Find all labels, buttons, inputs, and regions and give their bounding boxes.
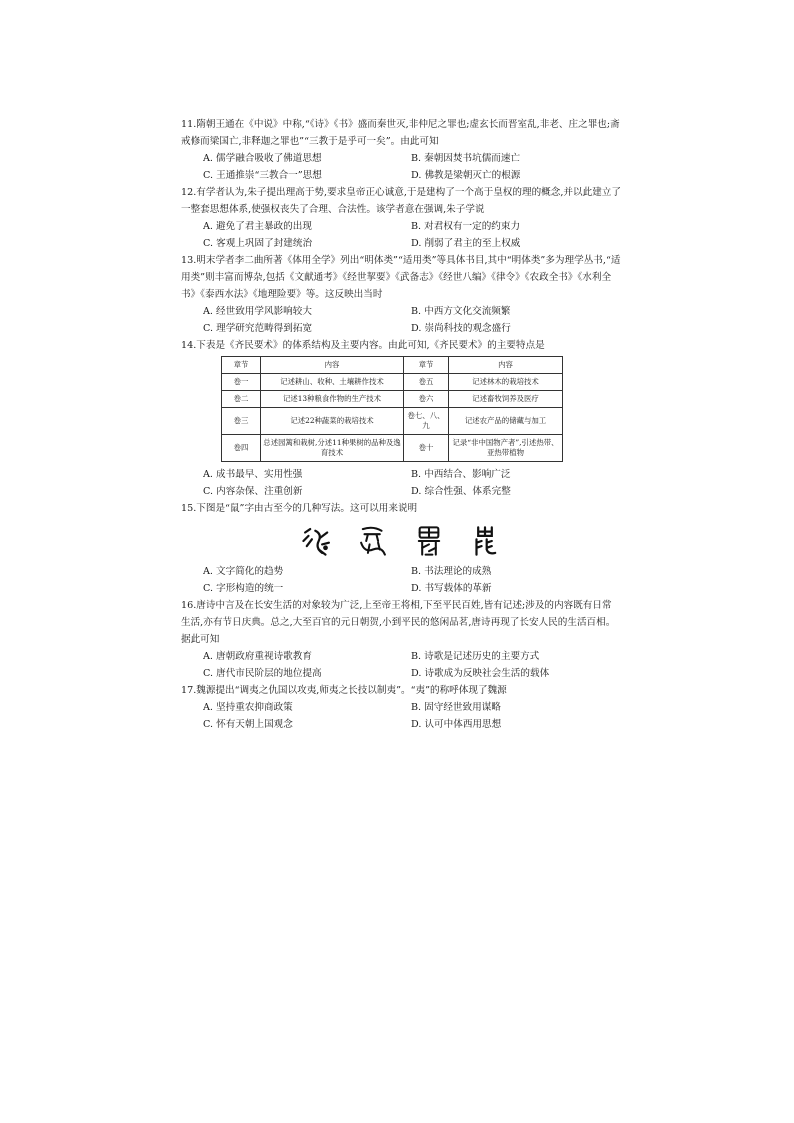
option-c: C. 理学研究范畴得到拓宽 [203, 323, 313, 334]
option-a: A. 坚持重农抑商政策 [203, 702, 293, 713]
option-c: C. 客观上巩固了封建统治 [203, 238, 313, 249]
option-d: D. 书写载体的革新 [411, 583, 492, 594]
table-header: 内容 [261, 357, 404, 374]
option-b: B. 中西结合、影响广泛 [411, 469, 511, 480]
table-cell: 卷二 [222, 391, 261, 408]
table-cell: 卷五 [404, 374, 449, 391]
table-header: 章节 [404, 357, 449, 374]
question-16 [181, 597, 621, 682]
options [181, 563, 621, 597]
option-b: B. 对君权有一定的约束力 [411, 221, 521, 232]
options [181, 150, 621, 184]
table-cell: 记述13种粮食作物的生产技术 [261, 391, 404, 408]
table-cell: 卷十 [404, 435, 449, 462]
bronze-script-shu-icon [356, 524, 390, 558]
question-stem: 13.明末学者李二曲所著《体用全学》列出“明体类”“适用类”等具体书目,其中“明体类”多为理学丛书,“适用类”则丰富而博杂,包括《文献通考》《经世挈要》《武备志》《经世八编》《律令》《农政全书》《水利全书》《泰西水法》《地理险要》等。这反映出当时 [181, 255, 621, 300]
table-cell: 记述农产品的储藏与加工 [449, 408, 563, 435]
option-c: C. 字形构造的统一 [203, 583, 284, 594]
option-d: D. 崇尚科技的观念盛行 [411, 323, 511, 334]
question-stem: 12.有学者认为,朱子提出理高于势,要求皇帝正心诚意,于是建构了一个高于皇权的理的概念,并以此建立了一整套思想体系,使强权丧失了合理、合法性。该学者意在强调,朱子学说 [181, 187, 621, 215]
question-13 [181, 252, 621, 337]
table-header-row [222, 357, 563, 374]
option-a: A. 儒学融合吸收了佛道思想 [203, 153, 322, 164]
options [181, 648, 621, 682]
options [181, 303, 621, 337]
option-b: B. 秦朝因焚书坑儒而速亡 [411, 153, 521, 164]
table-row [222, 391, 563, 408]
table-cell: 记述22种蔬菜的栽培技术 [261, 408, 404, 435]
option-a: A. 经世致用学风影响较大 [203, 306, 312, 317]
option-c: C. 王通推崇“三教合一”思想 [203, 170, 322, 181]
table-row [222, 374, 563, 391]
options [181, 466, 621, 500]
option-b: B. 书法理论的成熟 [411, 566, 492, 577]
table-header: 章节 [222, 357, 261, 374]
table-cell: 记录“非中国物产者”,引述热带、亚热带植物 [449, 435, 563, 462]
option-d: D. 诗歌成为反映社会生活的载体 [411, 668, 550, 679]
question-stem: 15.下图是“鼠”字由古至今的几种写法。这可以用来说明 [181, 503, 418, 514]
option-b: B. 诗歌是记述历史的主要方式 [411, 651, 540, 662]
question-stem: 11.隋朝王通在《中说》中称,“《诗》《书》盛而秦世灭,非仲尼之罪也;虚玄长而晋室乱,非老、庄之罪也;斋戒修而梁国亡,非释迦之罪也”“三教于是乎可一矣”。由此可知 [181, 119, 620, 147]
question-17 [181, 682, 621, 733]
question-14 [181, 337, 621, 500]
table-row [222, 408, 563, 435]
seal-script-shu-icon [412, 524, 446, 558]
table-cell: 卷四 [222, 435, 261, 462]
table-cell: 卷一 [222, 374, 261, 391]
question-stem: 17.魏源提出“调夷之仇国以攻夷,师夷之长技以制夷”。“夷”的称呼体现了魏源 [181, 685, 507, 696]
table-cell: 总述园篱和栽树,分述11种果树的品种及逸育技术 [261, 435, 404, 462]
table-header: 内容 [449, 357, 563, 374]
option-a: A. 成书最早、实用性强 [203, 469, 303, 480]
regular-script-shu-icon [468, 524, 502, 558]
qimin-yaoshu-table [221, 356, 563, 462]
table-cell: 记述畜牧饲养及医疗 [449, 391, 563, 408]
table-cell: 记述林木的栽培技术 [449, 374, 563, 391]
table-cell: 卷七、八、九 [404, 408, 449, 435]
table-cell: 卷三 [222, 408, 261, 435]
question-11 [181, 116, 621, 184]
option-a: A. 唐朝政府重视诗歌教育 [203, 651, 312, 662]
options [181, 218, 621, 252]
exam-page [181, 116, 621, 733]
option-b: B. 中西方文化交流频繁 [411, 306, 511, 317]
option-a: A. 文字简化的趋势 [203, 566, 284, 577]
oracle-bone-shu-icon [300, 524, 334, 558]
option-b: B. 固守经世致用谋略 [411, 702, 501, 713]
option-c: C. 内容杂保、注重创新 [203, 486, 303, 497]
option-d: D. 综合性强、体系完整 [411, 486, 511, 497]
table-cell: 卷六 [404, 391, 449, 408]
option-c: C. 唐代市民阶层的地位提高 [203, 668, 322, 679]
option-d: D. 佛教是梁朝灭亡的根源 [411, 170, 521, 181]
question-stem: 14.下表是《齐民要术》的体系结构及主要内容。由此可知,《齐民要术》的主要特点是 [181, 340, 545, 351]
question-15 [181, 500, 621, 597]
options [181, 699, 621, 733]
option-d: D. 削弱了君主的至上权威 [411, 238, 521, 249]
option-d: D. 认可中体西用思想 [411, 719, 502, 730]
table-row [222, 435, 563, 462]
question-stem: 16.唐诗中言及在长安生活的对象较为广泛,上至帝王将相,下至平民百姓,皆有记述;涉及的内容既有日常生活,亦有节日庆典。总之,大至百官的元日朝贺,小到平民的悠闲品茗,唐诗再现了长安人民的生活百相。据此可知 [181, 600, 616, 645]
table-cell: 记述耕山、收种、土壤耕作技术 [261, 374, 404, 391]
shu-character-evolution [181, 521, 621, 561]
option-c: C. 怀有天朝上国观念 [203, 719, 293, 730]
question-12 [181, 184, 621, 252]
option-a: A. 避免了君主暴政的出现 [203, 221, 312, 232]
